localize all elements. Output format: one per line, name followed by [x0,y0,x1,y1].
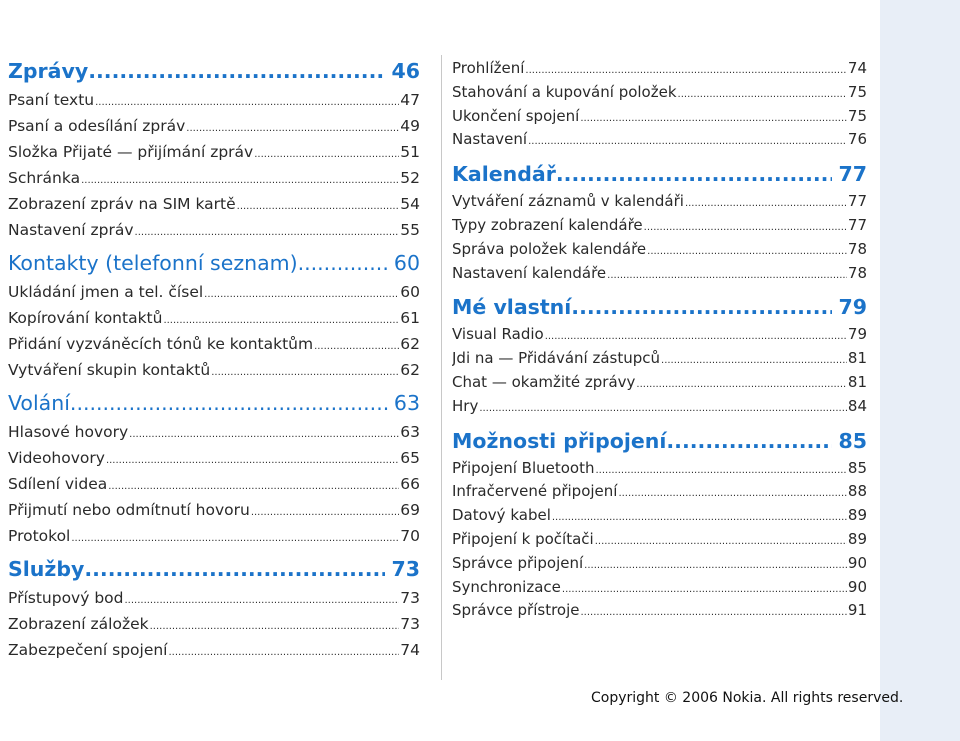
dot-leader [666,427,832,455]
toc-entry[interactable] [452,395,867,419]
dot-leader [163,305,399,331]
entry-page-number: 65 [400,449,420,467]
entry-page-number: 47 [400,91,420,109]
entry-page-number: 75 [847,106,867,125]
entry-page-number: 78 [847,239,867,258]
dot-leader [150,611,400,637]
entry-page-number: 54 [400,195,420,213]
entry-label: Připojení k počítači [452,529,594,548]
entry-page-number: 90 [847,577,867,596]
entry-page-number: 74 [400,641,420,659]
dot-leader [314,331,399,357]
toc-entry[interactable] [452,105,867,129]
section-page-number: 79 [838,295,867,320]
dot-leader [580,105,847,129]
entry-label: Psaní textu [8,91,95,109]
entry-page-number: 81 [847,372,867,391]
toc-section-heading[interactable] [8,57,420,85]
toc-entry[interactable] [8,279,420,305]
dot-leader [211,357,399,383]
dot-leader [647,238,847,262]
entry-page-number: 89 [847,506,867,525]
entry-label: Prohlížení [452,59,525,77]
dot-leader [135,217,400,243]
dot-leader [661,347,847,371]
dot-leader [204,279,399,305]
toc-entry[interactable] [8,191,420,217]
dot-leader [595,528,847,552]
dot-leader [556,160,833,188]
entry-label: Zabezpečení spojení [8,641,168,659]
dot-leader [84,555,385,583]
toc-entry[interactable] [452,190,867,214]
dot-leader [169,637,400,663]
dot-leader [479,395,847,419]
entry-label: Stahování a kupování položek [452,82,677,101]
entry-page-number: 55 [400,221,420,239]
dot-leader [584,552,847,576]
entry-label: Zobrazení záložek [8,615,149,633]
toc-entry[interactable] [8,497,420,523]
entry-label: Připojení Bluetooth [452,458,595,477]
entry-label: Infračervené připojení [452,482,618,501]
entry-page-number: 91 [847,601,867,620]
entry-page-number: 69 [400,501,420,519]
entry-label: Psaní a odesílání zpráv [8,117,186,135]
toc-entry[interactable] [8,471,420,497]
toc-entry[interactable] [8,585,420,611]
entry-label: Schránka [8,169,81,187]
entry-page-number: 66 [400,475,420,493]
section-title: Zprávy [8,59,89,83]
dot-leader [636,371,846,395]
toc-entry[interactable] [452,57,867,81]
toc-entry[interactable] [8,357,420,383]
dot-leader [106,445,399,471]
entry-label: Nastavení [452,130,528,149]
dot-leader [552,504,847,528]
toc-entry[interactable] [8,87,420,113]
entry-label: Typy zobrazení kalendáře [452,215,643,234]
entry-page-number: 79 [847,325,867,344]
toc-entry[interactable] [452,81,867,105]
toc-entry[interactable] [452,552,867,576]
toc-entry[interactable] [8,305,420,331]
entry-label: Přidání vyzváněcích tónů ke kontaktům [8,335,314,353]
entry-label: Správce připojení [452,553,584,572]
entry-label: Hlasové hovory [8,423,129,441]
entry-label: Vytváření záznamů v kalendáři [452,192,684,211]
section-title: Kalendář [452,162,556,187]
entry-page-number: 49 [400,117,420,135]
section-title: Mé vlastní [452,295,572,320]
entry-page-number: 61 [400,309,420,327]
entry-label: Protokol [8,527,71,545]
toc-section-heading[interactable] [8,389,420,417]
dot-leader [607,262,847,286]
entry-label: Chat — okamžité zprávy [452,372,636,391]
section-page-number: 60 [393,251,420,275]
dot-leader [528,128,847,152]
toc-section-heading[interactable] [452,427,867,455]
dot-leader [81,165,399,191]
section-page-number: 85 [838,428,867,453]
dot-leader [237,191,400,217]
toc-entry[interactable] [8,637,420,663]
dot-leader [571,293,832,321]
entry-label: Kopírování kontaktů [8,309,163,327]
dot-leader [678,81,847,105]
entry-page-number: 81 [847,349,867,368]
toc-entry[interactable] [8,445,420,471]
entry-page-number: 85 [847,458,867,477]
entry-page-number: 62 [400,361,420,379]
copyright-notice: Copyright © 2006 Nokia. All rights reserved. [591,690,904,706]
dot-leader [70,389,388,417]
entry-page-number: 89 [847,529,867,548]
entry-page-number: 90 [847,553,867,572]
toc-section-heading[interactable] [8,249,420,277]
entry-page-number: 73 [400,615,420,633]
entry-label: Visual Radio [452,325,544,344]
toc-entry[interactable] [452,238,867,262]
dot-leader [618,480,846,504]
dot-leader [129,419,399,445]
toc-entry[interactable] [8,611,420,637]
dot-leader [254,139,399,165]
entry-label: Nastavení kalendáře [452,263,607,282]
entry-page-number: 62 [400,335,420,353]
section-page-number: 63 [393,391,420,415]
toc-section-heading[interactable] [452,160,867,188]
entry-page-number: 75 [847,82,867,101]
toc-entry[interactable] [8,113,420,139]
section-page-number: 73 [391,557,420,581]
toc-left-column [8,57,420,663]
entry-page-number: 77 [847,215,867,234]
column-divider [441,55,442,680]
toc-section-heading[interactable] [452,293,867,321]
dot-leader [562,576,847,600]
entry-label: Synchronizace [452,577,561,596]
toc-entry[interactable] [452,504,867,528]
toc-right-column [452,57,867,623]
toc-entry[interactable] [452,599,867,623]
entry-label: Sdílení videa [8,475,108,493]
entry-page-number: 70 [400,527,420,545]
entry-label: Přístupový bod [8,589,124,607]
dot-leader [595,457,846,481]
section-title: Služby [8,557,85,581]
entry-label: Datový kabel [452,506,551,525]
entry-label: Zobrazení zpráv na SIM kartě [8,195,236,213]
dot-leader [581,599,847,623]
entry-label: Jdi na — Přidávání zástupců [452,349,661,368]
entry-page-number: 74 [847,59,867,77]
entry-label: Složka Přijaté — přijímání zpráv [8,143,254,161]
section-title: Kontakty (telefonní seznam) [8,251,298,275]
toc-entry[interactable] [452,457,867,481]
dot-leader [525,57,846,81]
entry-page-number: 77 [847,192,867,211]
entry-page-number: 88 [847,482,867,501]
toc-entry[interactable] [8,139,420,165]
toc-entry[interactable] [452,480,867,504]
entry-label: Ukládání jmen a tel. čísel [8,283,204,301]
dot-leader [644,214,847,238]
dot-leader [71,523,399,549]
dot-leader [251,497,399,523]
entry-page-number: 52 [400,169,420,187]
toc-section-heading[interactable] [8,555,420,583]
toc-entry[interactable] [452,371,867,395]
section-title: Možnosti připojení [452,428,667,453]
entry-label: Hry [452,396,479,415]
dot-leader [685,190,847,214]
entry-page-number: 60 [400,283,420,301]
dot-leader [186,113,399,139]
dot-leader [95,87,399,113]
dot-leader [125,585,400,611]
dot-leader [298,249,388,277]
toc-entry[interactable] [8,165,420,191]
dot-leader [545,323,847,347]
toc-entry[interactable] [452,262,867,286]
entry-page-number: 73 [400,589,420,607]
entry-label: Přijmutí nebo odmítnutí hovoru [8,501,250,519]
entry-label: Ukončení spojení [452,106,580,125]
toc-entry[interactable] [452,323,867,347]
entry-page-number: 51 [400,143,420,161]
page-edge-strip [880,0,960,741]
section-page-number: 46 [391,59,420,83]
toc-entry[interactable] [8,523,420,549]
entry-page-number: 84 [847,396,867,415]
toc-entry[interactable] [452,128,867,152]
dot-leader [108,471,399,497]
entry-label: Správce přístroje [452,601,580,620]
toc-entry[interactable] [452,528,867,552]
entry-label: Nastavení zpráv [8,221,134,239]
toc-entry[interactable] [452,214,867,238]
toc-entry[interactable] [452,576,867,600]
entry-page-number: 76 [847,130,867,149]
toc-entry[interactable] [8,331,420,357]
entry-label: Správa položek kalendáře [452,239,647,258]
toc-entry[interactable] [8,217,420,243]
entry-page-number: 63 [400,423,420,441]
section-title: Volání [8,391,70,415]
entry-label: Videohovory [8,449,105,467]
entry-label: Vytváření skupin kontaktů [8,361,211,379]
dot-leader [88,57,385,85]
section-page-number: 77 [838,162,867,187]
toc-entry[interactable] [8,419,420,445]
toc-entry[interactable] [452,347,867,371]
entry-page-number: 78 [847,263,867,282]
